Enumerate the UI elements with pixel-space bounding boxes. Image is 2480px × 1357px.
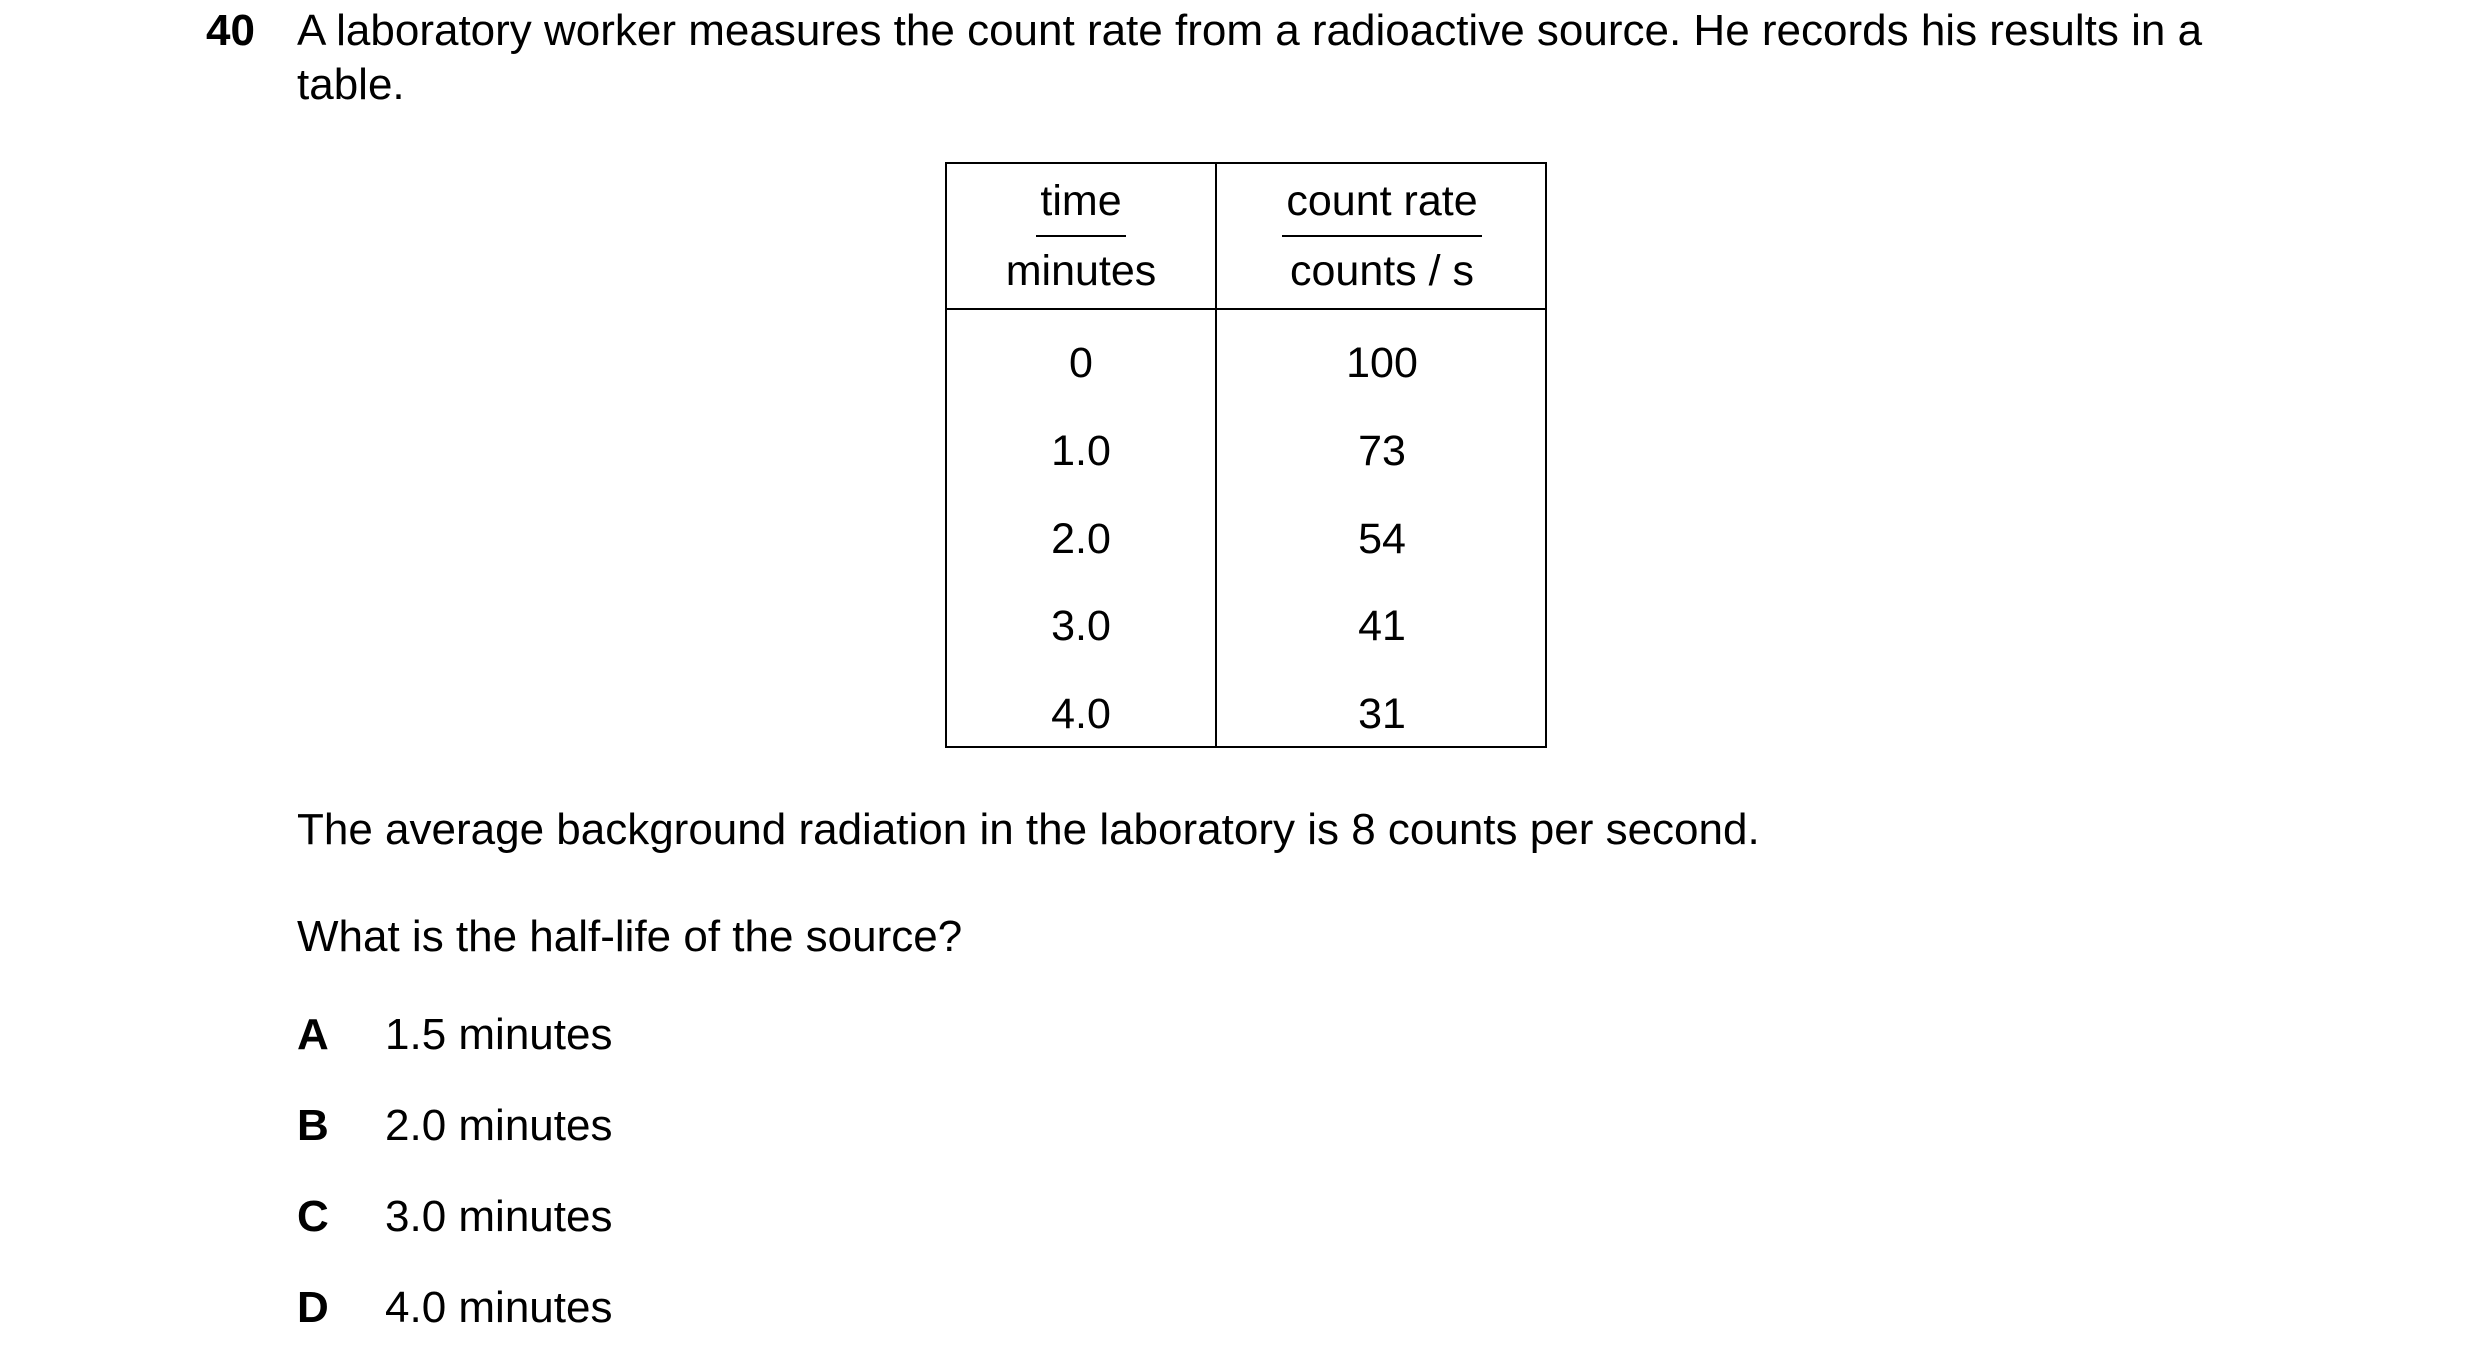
table-cell-count-rate: 54: [1358, 515, 1406, 563]
header-count-rate: [1217, 164, 1547, 308]
option-d-letter: D: [297, 1283, 329, 1332]
table-cell-time: 0: [1069, 339, 1093, 387]
table-cell-time: 1.0: [1051, 427, 1111, 475]
option-b-letter: B: [297, 1101, 329, 1150]
header-time: [947, 164, 1215, 308]
table-cell-time: 3.0: [1051, 602, 1111, 650]
question-prompt: What is the half-life of the source?: [297, 912, 963, 961]
header-time-quantity: time: [1036, 175, 1125, 237]
option-c-letter: C: [297, 1192, 329, 1241]
option-d-text[interactable]: 4.0 minutes: [385, 1283, 613, 1332]
table-cell-count-rate: 73: [1358, 427, 1406, 475]
option-a-letter: A: [297, 1010, 329, 1059]
option-a-text[interactable]: 1.5 minutes: [385, 1010, 613, 1059]
header-time-unit: minutes: [1005, 247, 1157, 295]
background-radiation-statement: The average background radiation in the laboratory is 8 counts per second.: [297, 805, 1760, 854]
table-cell-time: 4.0: [1051, 690, 1111, 738]
table-cell-count-rate: 31: [1358, 690, 1406, 738]
table-cell-count-rate: 100: [1346, 339, 1418, 387]
option-b-text[interactable]: 2.0 minutes: [385, 1101, 613, 1150]
table-cell-time: 2.0: [1051, 515, 1111, 563]
header-divider: [947, 308, 1545, 310]
question-number: 40: [206, 6, 255, 55]
table-cell-count-rate: 41: [1358, 602, 1406, 650]
header-count-rate-unit: counts / s: [1289, 247, 1475, 295]
results-table: [945, 162, 1547, 748]
option-c-text[interactable]: 3.0 minutes: [385, 1192, 613, 1241]
question-text: A laboratory worker measures the count rate from a radioactive source. He records his results in a table.: [297, 6, 2203, 109]
header-count-rate-quantity: count rate: [1282, 175, 1481, 237]
